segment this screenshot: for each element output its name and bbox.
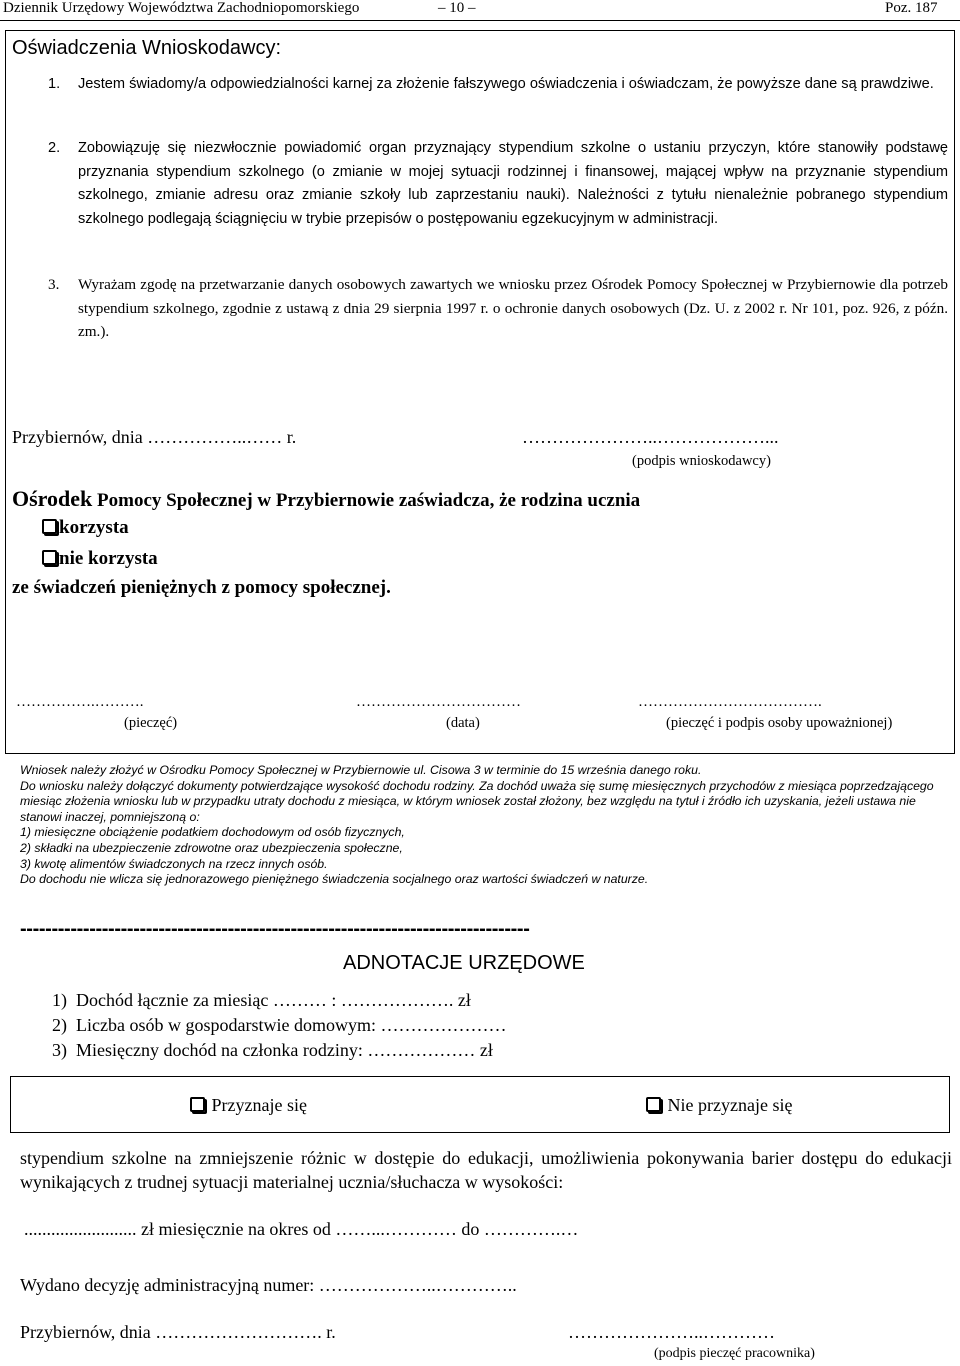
ops-closing: ze świadczeń pieniężnych z pomocy społecznej. bbox=[12, 577, 391, 598]
annotations-title: ADNOTACJE URZĘDOWE bbox=[343, 952, 585, 974]
page-number: – 10 – bbox=[438, 0, 476, 16]
decision-box bbox=[10, 1076, 950, 1133]
dashed-divider: --------------------------------------------------------------------------------- bbox=[20, 918, 530, 940]
date-line: …………………………… bbox=[356, 694, 521, 710]
note-line: Do wniosku należy dołączyć dokumenty potwierdzające wysokość dochodu rodziny. Za dochód uważa się sumę miesięcznych przychodów z miesiąca poprzedzającego miesiąc złożenia wniosku lub w przypadku utraty dochodu z miesiąca, w którym wniosek został złożony, bez względu na tytuł i źródło ich uzyskania, jeżeli ustawa nie stanowi inaczej, pomniejszoną o: bbox=[20, 778, 934, 824]
date-label: (data) bbox=[446, 715, 480, 731]
checkbox-nie-korzysta-icon[interactable] bbox=[42, 550, 57, 565]
option-nie-korzysta-label: nie korzysta bbox=[59, 548, 158, 569]
ops-lead-text: Pomocy Społecznej w Przybiernowie zaświadcza, że rodzina ucznia bbox=[92, 490, 641, 511]
header-rule bbox=[0, 20, 960, 21]
applicant-signature-label: (podpis wnioskodawcy) bbox=[632, 453, 771, 469]
option-deny[interactable] bbox=[646, 1095, 792, 1116]
position-number: Poz. 187 bbox=[885, 0, 938, 16]
decision-number-line: Wydano decyzję administracyjną numer: ………………..………….. bbox=[20, 1275, 517, 1295]
statement-2-number: 2. bbox=[48, 140, 61, 156]
scholarship-purpose: stypendium szkolne na zmniejszenie różnic w dostępie do edukacji, umożliwienia pokonywania barier dostępu do edukacji wynikających z trudnej sytuacji materialnej ucznia/słuchacza w wysokości: bbox=[20, 1148, 952, 1192]
statements-title: Oświadczenia Wnioskodawcy: bbox=[12, 37, 281, 59]
statement-3-number: 3. bbox=[48, 276, 60, 293]
ops-declaration bbox=[12, 486, 640, 512]
option-nie-korzysta[interactable] bbox=[42, 548, 158, 570]
item-label: Dochód łącznie za miesiąc bbox=[76, 990, 269, 1010]
item-number: 3) bbox=[52, 1040, 67, 1060]
item-value: ……………… zł bbox=[362, 1040, 493, 1060]
applicant-signature-line: …………………..………………... bbox=[522, 427, 779, 447]
item-label: Miesięczny dochód na członka rodziny: bbox=[76, 1040, 363, 1060]
note-line: 1) miesięczne obciążenie podatkiem dochodowym od osób fizycznych, bbox=[20, 825, 405, 840]
journal-name: Dziennik Urzędowy Województwa Zachodniopomorskiego bbox=[3, 0, 360, 16]
income-total-row bbox=[52, 990, 471, 1011]
checkbox-deny-icon[interactable] bbox=[646, 1097, 661, 1112]
official-place-date: Przybiernów, dnia ………………………. r. bbox=[20, 1322, 336, 1342]
authorized-signature-line: ………………………………. bbox=[638, 694, 822, 710]
employee-signature-line: …………………..………… bbox=[568, 1322, 775, 1342]
statement-3-text: Wyrażam zgodę na przetwarzanie danych osobowych zawartych we wniosku przez Ośrodek Pomocy Społecznej w Przybiernowie dla potrzeb stypendium szkolnego, zgodnie z ustawą z dnia 29 sierpnia 1997 r. o ochronie danych osobowych (Dz. U. z 2002 r. Nr 101, poz. 926, z późn. zm.). bbox=[78, 276, 948, 340]
option-grant-label: Przyznaje się bbox=[211, 1095, 307, 1115]
item-value: ………………… bbox=[375, 1015, 507, 1035]
item-label: Liczba osób w gospodarstwie domowym: bbox=[76, 1015, 376, 1035]
item-number: 1) bbox=[52, 990, 67, 1010]
item-number: 2) bbox=[52, 1015, 67, 1035]
statement-1-text: Jestem świadomy/a odpowiedzialności karnej za złożenie fałszywego oświadczenia i oświadczam, że powyższe dane są prawdziwe. bbox=[78, 76, 934, 92]
amount-period-line: ......................... zł miesięcznie na okres od ……...………… do ………….… bbox=[24, 1219, 579, 1239]
stamp-label: (pieczęć) bbox=[124, 715, 178, 731]
income-per-member-row bbox=[52, 1040, 493, 1061]
authorized-signature-label: (pieczęć i podpis osoby upoważnionej) bbox=[666, 715, 893, 731]
applicant-place-date: Przybiernów, dnia ……………..…… r. bbox=[12, 427, 297, 447]
employee-signature-label: (podpis pieczęć pracownika) bbox=[654, 1346, 815, 1361]
ops-lead-word: Ośrodek bbox=[12, 486, 93, 511]
checkbox-grant-icon[interactable] bbox=[190, 1097, 205, 1112]
statement-2-text: Zobowiązuję się niezwłocznie powiadomić organ przyznający stypendium szkolne o ustaniu przyczyn, które stanowiły podstawę przyznania stypendium szkolnego (o zmianie w mojej sytuacji rodzinnej i finansowej, mającej wpływ na przyznanie stypendium szkolnego, zmianie adresu oraz zmianie szkoły lub zaprzestaniu nauki). Należności z tytułu nienależnie pobranego stypendium szkolnego podlegają ściągnięciu w trybie przepisów o postępowaniu egzekucyjnym w administracji. bbox=[78, 140, 948, 227]
stamp-line: …………….………. bbox=[16, 694, 144, 710]
note-line: 3) kwotę alimentów świadczonych na rzecz innych osób. bbox=[20, 856, 328, 871]
option-korzysta-label: korzysta bbox=[59, 517, 129, 538]
note-line: 2) składki na ubezpieczenie zdrowotne oraz ubezpieczenia społeczne, bbox=[20, 840, 403, 855]
household-size-row bbox=[52, 1015, 506, 1036]
item-value: ……… : ………………. zł bbox=[268, 990, 471, 1010]
submission-notes bbox=[20, 763, 950, 888]
option-korzysta[interactable] bbox=[42, 517, 129, 539]
statement-1-number: 1. bbox=[48, 76, 61, 92]
note-line: Do dochodu nie wlicza się jednorazowego pieniężnego świadczenia socjalnego oraz wartości świadczeń w naturze. bbox=[20, 872, 649, 887]
checkbox-korzysta-icon[interactable] bbox=[42, 519, 57, 534]
note-line: Wniosek należy złożyć w Ośrodku Pomocy Społecznej w Przybiernowie ul. Cisowa 3 w terminie do 15 września danego roku. bbox=[20, 763, 702, 777]
option-grant[interactable] bbox=[190, 1095, 307, 1116]
option-deny-label: Nie przyznaje się bbox=[667, 1095, 793, 1115]
